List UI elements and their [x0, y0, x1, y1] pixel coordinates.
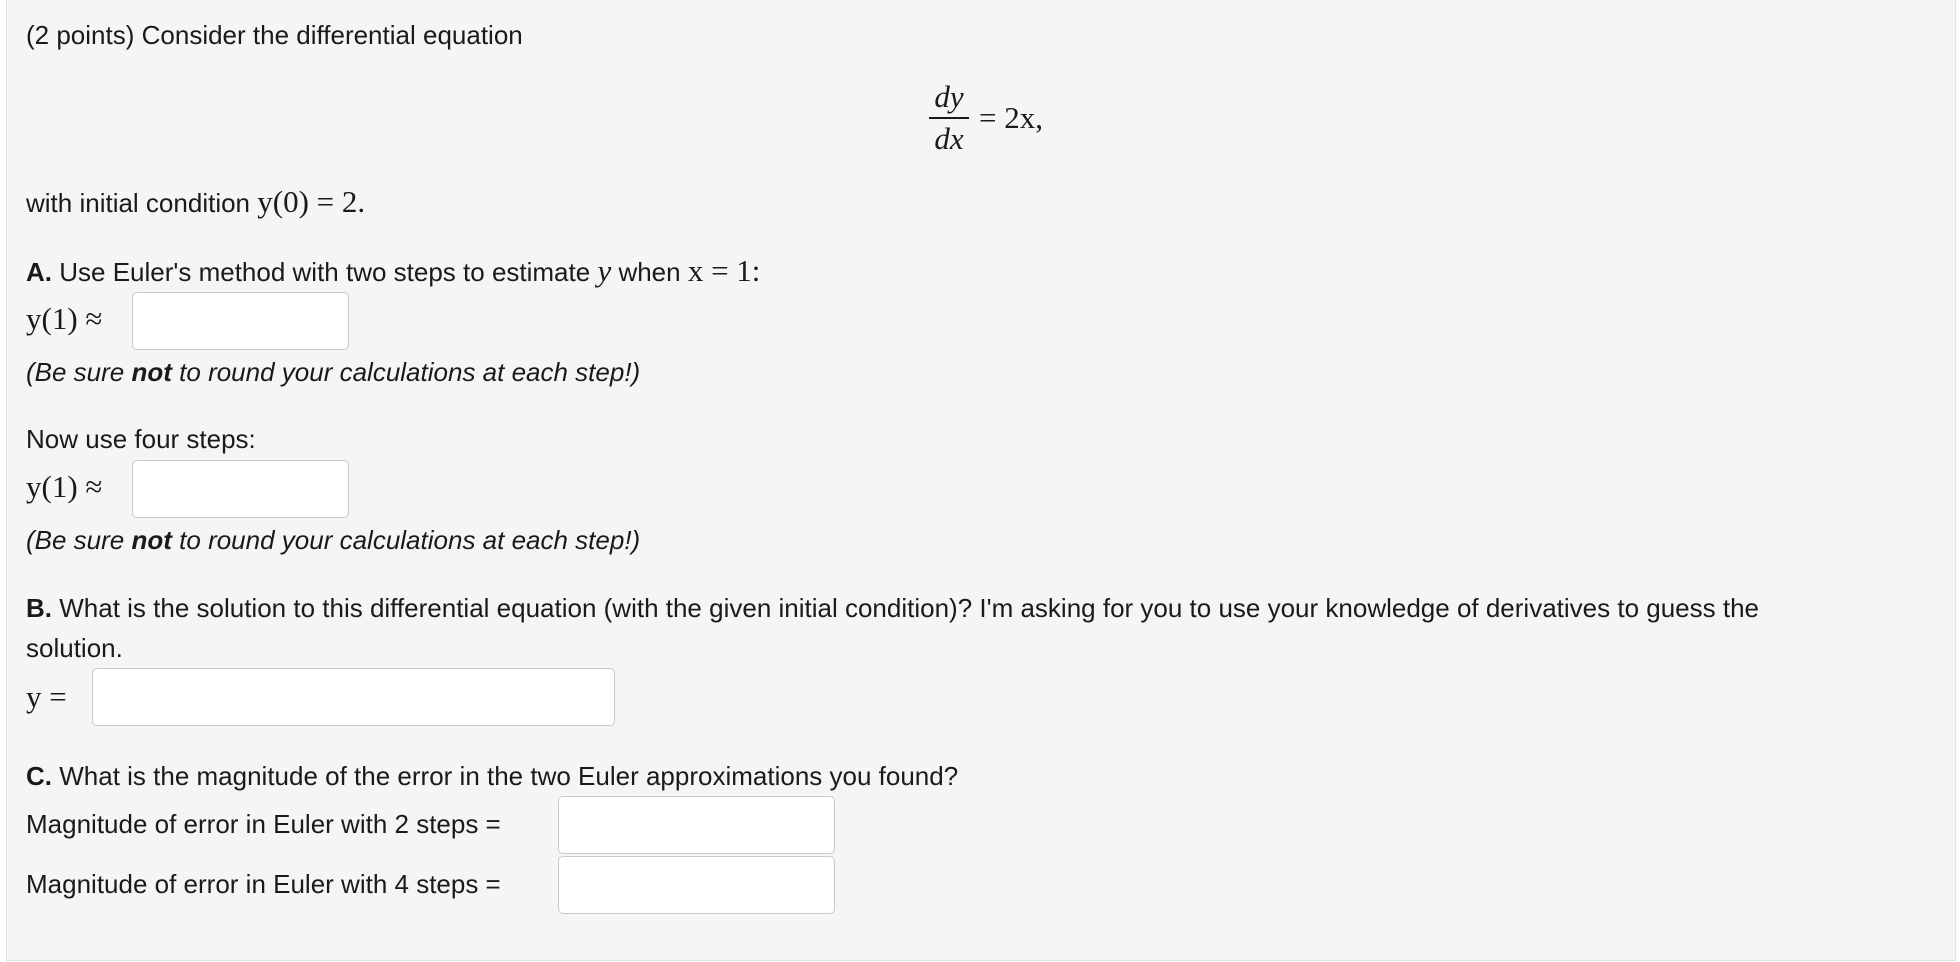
points-label: (2 points)	[26, 20, 135, 50]
part-a-prompt	[26, 253, 760, 290]
part-c-err2-label: Magnitude of error in Euler with 2 steps =	[26, 809, 501, 839]
part-b-label: B.	[26, 593, 52, 623]
part-a-note2	[26, 522, 640, 558]
four-steps-prompt: Now use four steps:	[26, 424, 256, 454]
part-a-answer1-label: y(1) ≈	[26, 301, 103, 336]
problem-intro: Consider the differential equation	[141, 20, 523, 50]
equation-rhs: = 2x,	[979, 100, 1043, 135]
part-b-prompt-line2: solution.	[26, 633, 123, 663]
part-a-four-steps-input[interactable]	[132, 460, 349, 518]
part-a-text: Use Euler's method with two steps to estimate	[59, 257, 591, 287]
part-c-prompt	[26, 758, 958, 794]
part-c-text: What is the magnitude of the error in the two Euler approximations you found?	[59, 761, 959, 791]
part-b-solution-input[interactable]	[92, 668, 615, 726]
fraction-bar	[929, 117, 969, 119]
part-a-note1-post: to round your calculations at each step!)	[179, 357, 641, 387]
part-b-text: What is the solution to this differential equation (with the given initial condition)? I'm asking for you to use your knowledge of derivatives to guess the	[59, 593, 1759, 623]
part-a-note1-bold: not	[131, 357, 172, 387]
part-c-error-4-input[interactable]	[558, 856, 835, 914]
part-a-two-steps-input[interactable]	[132, 292, 349, 350]
problem-panel	[6, 0, 1956, 961]
part-a-answer2-label: y(1) ≈	[26, 469, 103, 504]
part-a-condition: x = 1:	[687, 253, 761, 288]
part-a-var: y	[597, 253, 612, 288]
part-c-label: C.	[26, 761, 52, 791]
part-c-error-2-input[interactable]	[558, 796, 835, 854]
part-a-note2-pre: (Be sure	[26, 525, 125, 555]
equation-denominator: dx	[934, 121, 964, 156]
part-a-label: A.	[26, 257, 52, 287]
part-a-when: when	[618, 257, 681, 287]
problem-header	[26, 17, 523, 53]
part-b-answer-label: y =	[26, 679, 67, 714]
equation-numerator: dy	[934, 79, 964, 114]
equation-fraction	[923, 78, 975, 158]
part-a-note1	[26, 354, 640, 390]
initial-condition-math: y(0) = 2.	[257, 184, 366, 219]
part-b-prompt-line1	[26, 590, 1759, 626]
part-c-err4-label: Magnitude of error in Euler with 4 steps =	[26, 869, 501, 899]
part-a-note1-pre: (Be sure	[26, 357, 125, 387]
initial-condition-text: with initial condition	[26, 188, 251, 218]
part-a-note2-post: to round your calculations at each step!)	[179, 525, 641, 555]
initial-condition	[26, 184, 365, 221]
part-a-note2-bold: not	[131, 525, 172, 555]
